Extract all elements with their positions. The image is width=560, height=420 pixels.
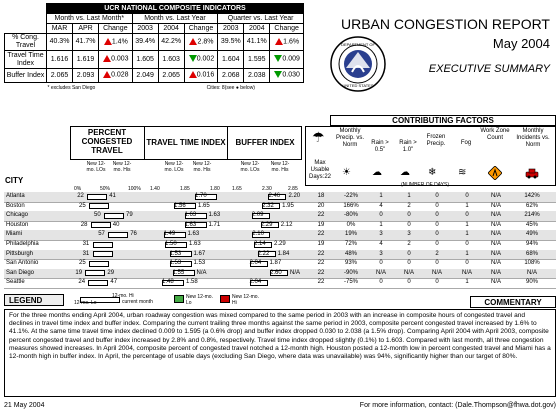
footnote-left: * excludes San Diego bbox=[47, 84, 96, 91]
report-title: URBAN CONGESTION REPORT bbox=[341, 16, 550, 32]
tti-value: 1.48 bbox=[162, 279, 174, 286]
legend-new-hi: New 12-mo. His bbox=[192, 161, 212, 173]
change-value: 0.002 bbox=[196, 55, 215, 63]
factor-value: 1 bbox=[465, 231, 469, 238]
factor-value: 90% bbox=[525, 279, 538, 286]
factor-value: N/A bbox=[375, 269, 386, 276]
factor-value: 19% bbox=[344, 231, 357, 238]
bi-value-hi: N/A bbox=[290, 269, 301, 276]
commentary-label: COMMENTARY bbox=[470, 296, 556, 308]
factor-value: 1 bbox=[465, 202, 469, 209]
factor-value: N/A bbox=[490, 231, 501, 238]
factor-value: 0 bbox=[465, 241, 469, 247]
tti-value-hi: 1.58 bbox=[186, 279, 198, 286]
factor-value: 3 bbox=[379, 250, 383, 257]
bi-value: 2.60 bbox=[270, 269, 282, 276]
pct-value: 31 bbox=[82, 250, 90, 257]
change-value: 0.016 bbox=[196, 71, 215, 79]
change-value: 1.6% bbox=[283, 38, 300, 46]
pct-value: 25 bbox=[79, 202, 86, 209]
cell: 41.7% bbox=[73, 34, 99, 51]
factor-value: 142% bbox=[524, 193, 540, 199]
tti-value-hi: 1.65 bbox=[198, 202, 210, 209]
factor-value: 2 bbox=[407, 241, 411, 247]
tti-value: 1.63 bbox=[184, 212, 197, 219]
pct-value-hi: 41 bbox=[109, 193, 116, 199]
factor-value: N/A bbox=[403, 269, 414, 276]
bi-value-hi: 1.95 bbox=[282, 202, 294, 209]
factor-value: 1 bbox=[379, 193, 383, 199]
factor-value: 93% bbox=[344, 260, 357, 267]
factor-value: 22 bbox=[317, 279, 325, 286]
bi-value: 2.14 bbox=[254, 241, 266, 247]
bi-value: 2.22 bbox=[257, 250, 270, 257]
legend-new-lo-swatch bbox=[174, 295, 184, 303]
factor-value: 22 bbox=[317, 260, 325, 267]
rain-cloud-icon: ☁ bbox=[372, 167, 382, 178]
col-header: 2004 bbox=[158, 24, 184, 34]
bi-value: 2.10 bbox=[252, 231, 264, 238]
scale-tick: 2.85 bbox=[288, 186, 298, 192]
cell: 1.619 bbox=[73, 51, 99, 69]
bi-value-hi: 2.12 bbox=[280, 221, 293, 228]
col-header: 2003 bbox=[218, 24, 244, 34]
factor-value: 0 bbox=[407, 212, 411, 219]
ucr-group-month: Month vs. Last Month* bbox=[47, 14, 133, 24]
row-label: % Cong. Travel bbox=[5, 34, 47, 51]
bi-value-hi: 1.84 bbox=[277, 250, 290, 257]
tti-value: 1.50 bbox=[165, 241, 177, 247]
tti-value-hi: 1.63 bbox=[187, 231, 200, 238]
factor-header: Work Zone Count bbox=[480, 128, 510, 141]
tti-value-hi: N/A bbox=[196, 269, 207, 276]
heavy-rain-icon: ☁ bbox=[400, 167, 410, 178]
factor-value: N/A bbox=[526, 269, 537, 276]
report-subtitle: EXECUTIVE SUMMARY bbox=[428, 63, 550, 75]
factor-value: N/A bbox=[490, 193, 501, 199]
factor-value: 49% bbox=[525, 231, 538, 238]
factor-value: 22 bbox=[317, 269, 325, 276]
legend-item: 12-mo. Hi bbox=[112, 293, 134, 299]
cell: 2.038 bbox=[244, 69, 270, 83]
legend-new-hi: New 12-mo. His bbox=[112, 161, 132, 173]
col-header: APR bbox=[73, 24, 99, 34]
change-value: 1.4% bbox=[111, 38, 128, 46]
factor-value: 4 bbox=[379, 202, 383, 209]
max-usable-days: Max Usable Days:22 bbox=[308, 160, 331, 180]
col-header: MAR bbox=[47, 24, 73, 34]
factor-value: -90% bbox=[343, 269, 358, 276]
pct-range-bar bbox=[91, 222, 111, 228]
bi-value: 2.04 bbox=[249, 279, 262, 286]
legend-item: current month bbox=[122, 299, 153, 305]
tti-value: 1.53 bbox=[169, 250, 182, 257]
scale-tick: 1.40 bbox=[150, 186, 160, 192]
city-name: Atlanta bbox=[6, 193, 25, 199]
change-value: 0.009 bbox=[282, 55, 300, 63]
factor-value: 214% bbox=[524, 212, 540, 219]
scale-tick: 0% bbox=[74, 186, 82, 192]
city-name: San Diego bbox=[6, 269, 35, 276]
tti-value: 1.56 bbox=[174, 202, 186, 209]
pct-value-hi: 29 bbox=[107, 269, 115, 276]
bi-section-title: BUFFER INDEX bbox=[235, 138, 295, 147]
factor-value: 22 bbox=[317, 231, 325, 238]
pct-section-title: PERCENT CONGESTED TRAVEL bbox=[81, 128, 133, 155]
factor-value: N/A bbox=[490, 241, 501, 247]
factor-value: 0 bbox=[435, 193, 439, 199]
tti-section-title: TRAVEL TIME INDEX bbox=[146, 138, 226, 147]
cell: 39.5% bbox=[218, 34, 244, 51]
factor-value: 0 bbox=[435, 202, 439, 209]
pct-range-bar bbox=[93, 242, 113, 248]
cell: 40.3% bbox=[47, 34, 73, 51]
pct-value: 28 bbox=[80, 221, 88, 228]
pct-value-hi: 47 bbox=[110, 279, 118, 286]
factor-value: 45% bbox=[525, 221, 538, 228]
svg-text:UNITED STATES: UNITED STATES bbox=[342, 83, 374, 88]
pct-value: 24 bbox=[78, 279, 86, 286]
scale-tick: 1.80 bbox=[210, 186, 220, 192]
factor-value: 0 bbox=[379, 260, 383, 267]
tti-value: 1.63 bbox=[184, 221, 197, 228]
pct-range-bar bbox=[89, 261, 109, 267]
svg-text:DEPARTMENT OF: DEPARTMENT OF bbox=[341, 42, 375, 47]
factor-value: 0 bbox=[465, 212, 469, 219]
factor-value: 0 bbox=[435, 212, 439, 219]
pct-value: 25 bbox=[79, 260, 86, 267]
legend-new-lo: New 12-mo. LOs bbox=[164, 161, 184, 173]
pct-range-bar bbox=[89, 203, 109, 209]
bi-value-hi: 1.87 bbox=[269, 260, 282, 267]
commentary-text: For the three months ending April 2004, urban roadway congestion was mixed compared to the same period in 2003 with an increase in composite hours of congested travel and declines in travel time index and buffer index. Comparing the current trailing three months against the same period in 2003, composite percent congested travel increased by 1.6% to 41.1%. At the same time travel time index declined 0.009 to 1.595 (a 0.6% drop) and buffer index dropped 0.030 to 2.038 (a 1.5% drop). Comparing April 2004 with April 2003, composite percent congested travel and buffer index increased by 2.8% and 0.8%, respectively. Travel time index dropped slightly (0.1%) to 1.603. Compared with last month, all three congestion measures showed increases. In April 2004, composite percent of congested travel notched a 12-month high. Houston posted a 12-month low in percent congested travel and Miami has a 12-month high in buffer index. In April, the percentage of usable days (excluding San Diego, where data was unavailable) was 94%, significantly higher than our target of 80%. bbox=[4, 309, 556, 397]
factor-value: 48% bbox=[344, 250, 357, 257]
factors-title: CONTRIBUTING FACTORS bbox=[330, 115, 556, 126]
bi-value: 2.29 bbox=[260, 221, 273, 228]
factor-value: 0 bbox=[407, 260, 411, 267]
factor-value: 166% bbox=[343, 202, 359, 209]
pct-value-hi: 76 bbox=[130, 231, 137, 238]
city-name: Seattle bbox=[6, 279, 25, 286]
fog-icon: ≋ bbox=[458, 167, 467, 178]
legend-new-lo: New 12-mo. LOs bbox=[86, 161, 106, 173]
legend-label: LEGEND bbox=[4, 294, 64, 306]
factor-value: 4 bbox=[379, 241, 383, 247]
pct-value: 50 bbox=[94, 212, 101, 219]
cell: 41.1% bbox=[244, 34, 270, 51]
tti-value-hi: 1.67 bbox=[193, 250, 206, 257]
cell: 2.049 bbox=[132, 69, 158, 83]
factor-value: N/A bbox=[490, 269, 501, 276]
pct-value: 22 bbox=[77, 193, 84, 199]
col-header: Change bbox=[99, 24, 133, 34]
bi-value: 2.09 bbox=[251, 212, 264, 219]
factor-value: 0 bbox=[435, 231, 439, 238]
factor-value: 0 bbox=[407, 250, 411, 257]
city-name: Pittsburgh bbox=[6, 250, 34, 257]
cell: 1.603 bbox=[158, 51, 184, 69]
factor-header: Monthly Incidents vs. Norm bbox=[516, 128, 550, 148]
cell: 1.605 bbox=[132, 51, 158, 69]
legend-item: 12-mo. Lo bbox=[74, 300, 97, 306]
factor-value: -75% bbox=[343, 279, 358, 286]
city-name: Chicago bbox=[6, 212, 29, 219]
tti-value: 1.55 bbox=[172, 269, 185, 276]
pct-value-hi: 79 bbox=[126, 212, 133, 219]
cell: 1.604 bbox=[218, 51, 244, 69]
snowflake-icon: ❄ bbox=[428, 167, 437, 178]
factor-value: 94% bbox=[525, 241, 538, 247]
factor-header: Rain > 1.0" bbox=[399, 140, 417, 153]
tti-value-hi: 1.63 bbox=[189, 241, 201, 247]
legend-new-hi-swatch bbox=[220, 295, 230, 303]
ucr-group-quarter: Quarter vs. Last Year bbox=[218, 14, 304, 24]
factor-value: 1 bbox=[465, 221, 469, 228]
pct-range-bar bbox=[104, 213, 124, 219]
row-label: Buffer Index bbox=[5, 69, 47, 83]
cell: 2.065 bbox=[47, 69, 73, 83]
factor-value: 62% bbox=[525, 202, 538, 209]
footer-contact: For more information, contact: (Dale.Thompson@fhwa.dot.gov) bbox=[359, 402, 556, 409]
bi-value: 2.04 bbox=[249, 260, 262, 267]
factor-value: 20 bbox=[317, 202, 325, 209]
factor-value: 19 bbox=[317, 221, 325, 228]
scale-tick: 1.85 bbox=[180, 186, 190, 192]
factor-value: N/A bbox=[490, 250, 501, 257]
factor-value: N/A bbox=[461, 269, 472, 276]
footnote-right: Cities: 8(see ● below) bbox=[206, 84, 255, 91]
factor-value: 22 bbox=[317, 250, 325, 257]
tti-value: 1.49 bbox=[163, 231, 176, 238]
legend-box bbox=[70, 293, 260, 307]
col-header: Change bbox=[270, 24, 304, 34]
factor-value: 0 bbox=[379, 212, 383, 219]
factor-value: 3 bbox=[379, 231, 383, 238]
sun-icon: ☀ bbox=[342, 167, 351, 178]
factor-value: 22 bbox=[317, 212, 325, 219]
cell: 42.2% bbox=[158, 34, 184, 51]
factor-value: 108% bbox=[524, 260, 540, 267]
factor-value: 0 bbox=[465, 260, 469, 267]
factor-value: 72% bbox=[344, 241, 357, 247]
factor-header: Rain > 0.5" bbox=[371, 140, 389, 153]
footer-date: 21 May 2004 bbox=[4, 402, 45, 409]
factor-header: Frozen Precip. bbox=[426, 134, 446, 147]
bi-value: 2.46 bbox=[268, 193, 281, 199]
factor-value: 0 bbox=[407, 221, 411, 228]
factor-value: 0 bbox=[379, 279, 383, 286]
change-value: 2.8% bbox=[197, 38, 214, 46]
change-value: 0.030 bbox=[282, 71, 300, 79]
factor-value: N/A bbox=[490, 260, 501, 267]
change-value: 0.003 bbox=[111, 55, 129, 63]
factor-value: N/A bbox=[431, 269, 442, 276]
bi-value: 2.32 bbox=[262, 202, 274, 209]
factor-value: 0 bbox=[435, 221, 439, 228]
factor-value: 1 bbox=[465, 279, 469, 286]
legend-item: New 12-mo. Lo bbox=[186, 294, 213, 306]
factor-value: 0 bbox=[407, 279, 411, 286]
factor-header: Monthly Precip. vs. Norm bbox=[336, 128, 365, 148]
factor-value: N/A bbox=[490, 221, 501, 228]
cell: 39.4% bbox=[132, 34, 158, 51]
factor-value: 68% bbox=[525, 250, 538, 257]
factor-value: -22% bbox=[343, 193, 358, 199]
factor-value: 1 bbox=[465, 250, 469, 257]
factor-value: N/A bbox=[490, 279, 501, 286]
factor-value: 19 bbox=[317, 241, 325, 247]
city-name: Philadelphia bbox=[6, 241, 39, 247]
factor-value: 0 bbox=[435, 241, 439, 247]
cell: 2.065 bbox=[158, 69, 184, 83]
scale-tick: 1.65 bbox=[232, 186, 242, 192]
pct-range-bar bbox=[87, 194, 107, 200]
tti-value-hi: 1.63 bbox=[208, 212, 221, 219]
scale-tick: 50% bbox=[100, 186, 111, 192]
cell: 2.093 bbox=[73, 69, 99, 83]
factor-value: N/A bbox=[490, 212, 501, 219]
pct-range-bar bbox=[85, 270, 105, 276]
row-divider bbox=[4, 288, 556, 289]
tti-value-hi: 1.71 bbox=[208, 221, 221, 228]
scale-tick: 2.30 bbox=[262, 186, 272, 192]
factor-value: 0 bbox=[465, 193, 469, 199]
pct-range-bar bbox=[108, 232, 128, 238]
legend-new-hi: New 12-mo. His bbox=[270, 161, 290, 173]
city-name: San Antonio bbox=[6, 260, 39, 267]
scale-tick: 100% bbox=[128, 186, 141, 192]
report-date: May 2004 bbox=[492, 36, 550, 51]
col-header: Change bbox=[184, 24, 218, 34]
city-name: Boston bbox=[6, 202, 25, 209]
pct-range-bar bbox=[93, 251, 113, 257]
factor-value: -80% bbox=[343, 212, 358, 219]
col-header: 2004 bbox=[244, 24, 270, 34]
factor-value: 2 bbox=[435, 250, 439, 257]
cell: 1.595 bbox=[244, 51, 270, 69]
ucr-title: UCR NATIONAL COMPOSITE INDICATORS bbox=[47, 4, 304, 14]
factor-header: Fog bbox=[460, 140, 472, 146]
days-note: (NUMBER OF DAYS) bbox=[401, 182, 449, 188]
pct-value: 57 bbox=[98, 231, 105, 238]
pct-value-hi: 40 bbox=[112, 221, 120, 228]
tti-value: 1.53 bbox=[169, 260, 182, 267]
tti-value-hi: 1.53 bbox=[193, 260, 206, 267]
bi-value-hi: 2.20 bbox=[288, 193, 301, 199]
pct-value: 19 bbox=[75, 269, 83, 276]
bi-value-hi: 2.29 bbox=[274, 241, 286, 247]
pct-value: 31 bbox=[82, 241, 90, 247]
city-column-label: CITY bbox=[5, 176, 24, 185]
factor-value: 0 bbox=[435, 260, 439, 267]
row-label: Travel Time Index bbox=[5, 51, 47, 69]
change-value: 0.028 bbox=[111, 71, 129, 79]
city-name: Miami bbox=[6, 231, 22, 238]
factor-value: 3 bbox=[407, 231, 411, 238]
umbrella-icon: ☂ bbox=[312, 129, 325, 145]
ucr-group-year: Month vs. Last Year bbox=[132, 14, 218, 24]
cell: 2.068 bbox=[218, 69, 244, 83]
factor-value: 1 bbox=[407, 193, 411, 199]
factor-value: N/A bbox=[490, 202, 501, 209]
factor-value: 1 bbox=[379, 221, 383, 228]
factor-value: 0% bbox=[346, 221, 356, 228]
pct-range-bar bbox=[88, 280, 108, 286]
tti-value: 1.70 bbox=[195, 193, 207, 199]
factor-value: 0 bbox=[435, 279, 439, 286]
factor-value: 18 bbox=[317, 193, 325, 199]
legend-new-lo: New 12-mo. LOs bbox=[240, 161, 260, 173]
legend-item: New 12-mo. Hi bbox=[232, 294, 259, 306]
city-name: Houston bbox=[6, 221, 29, 228]
factor-value: 2 bbox=[407, 202, 411, 209]
cell: 1.616 bbox=[47, 51, 73, 69]
col-header: 2003 bbox=[132, 24, 158, 34]
